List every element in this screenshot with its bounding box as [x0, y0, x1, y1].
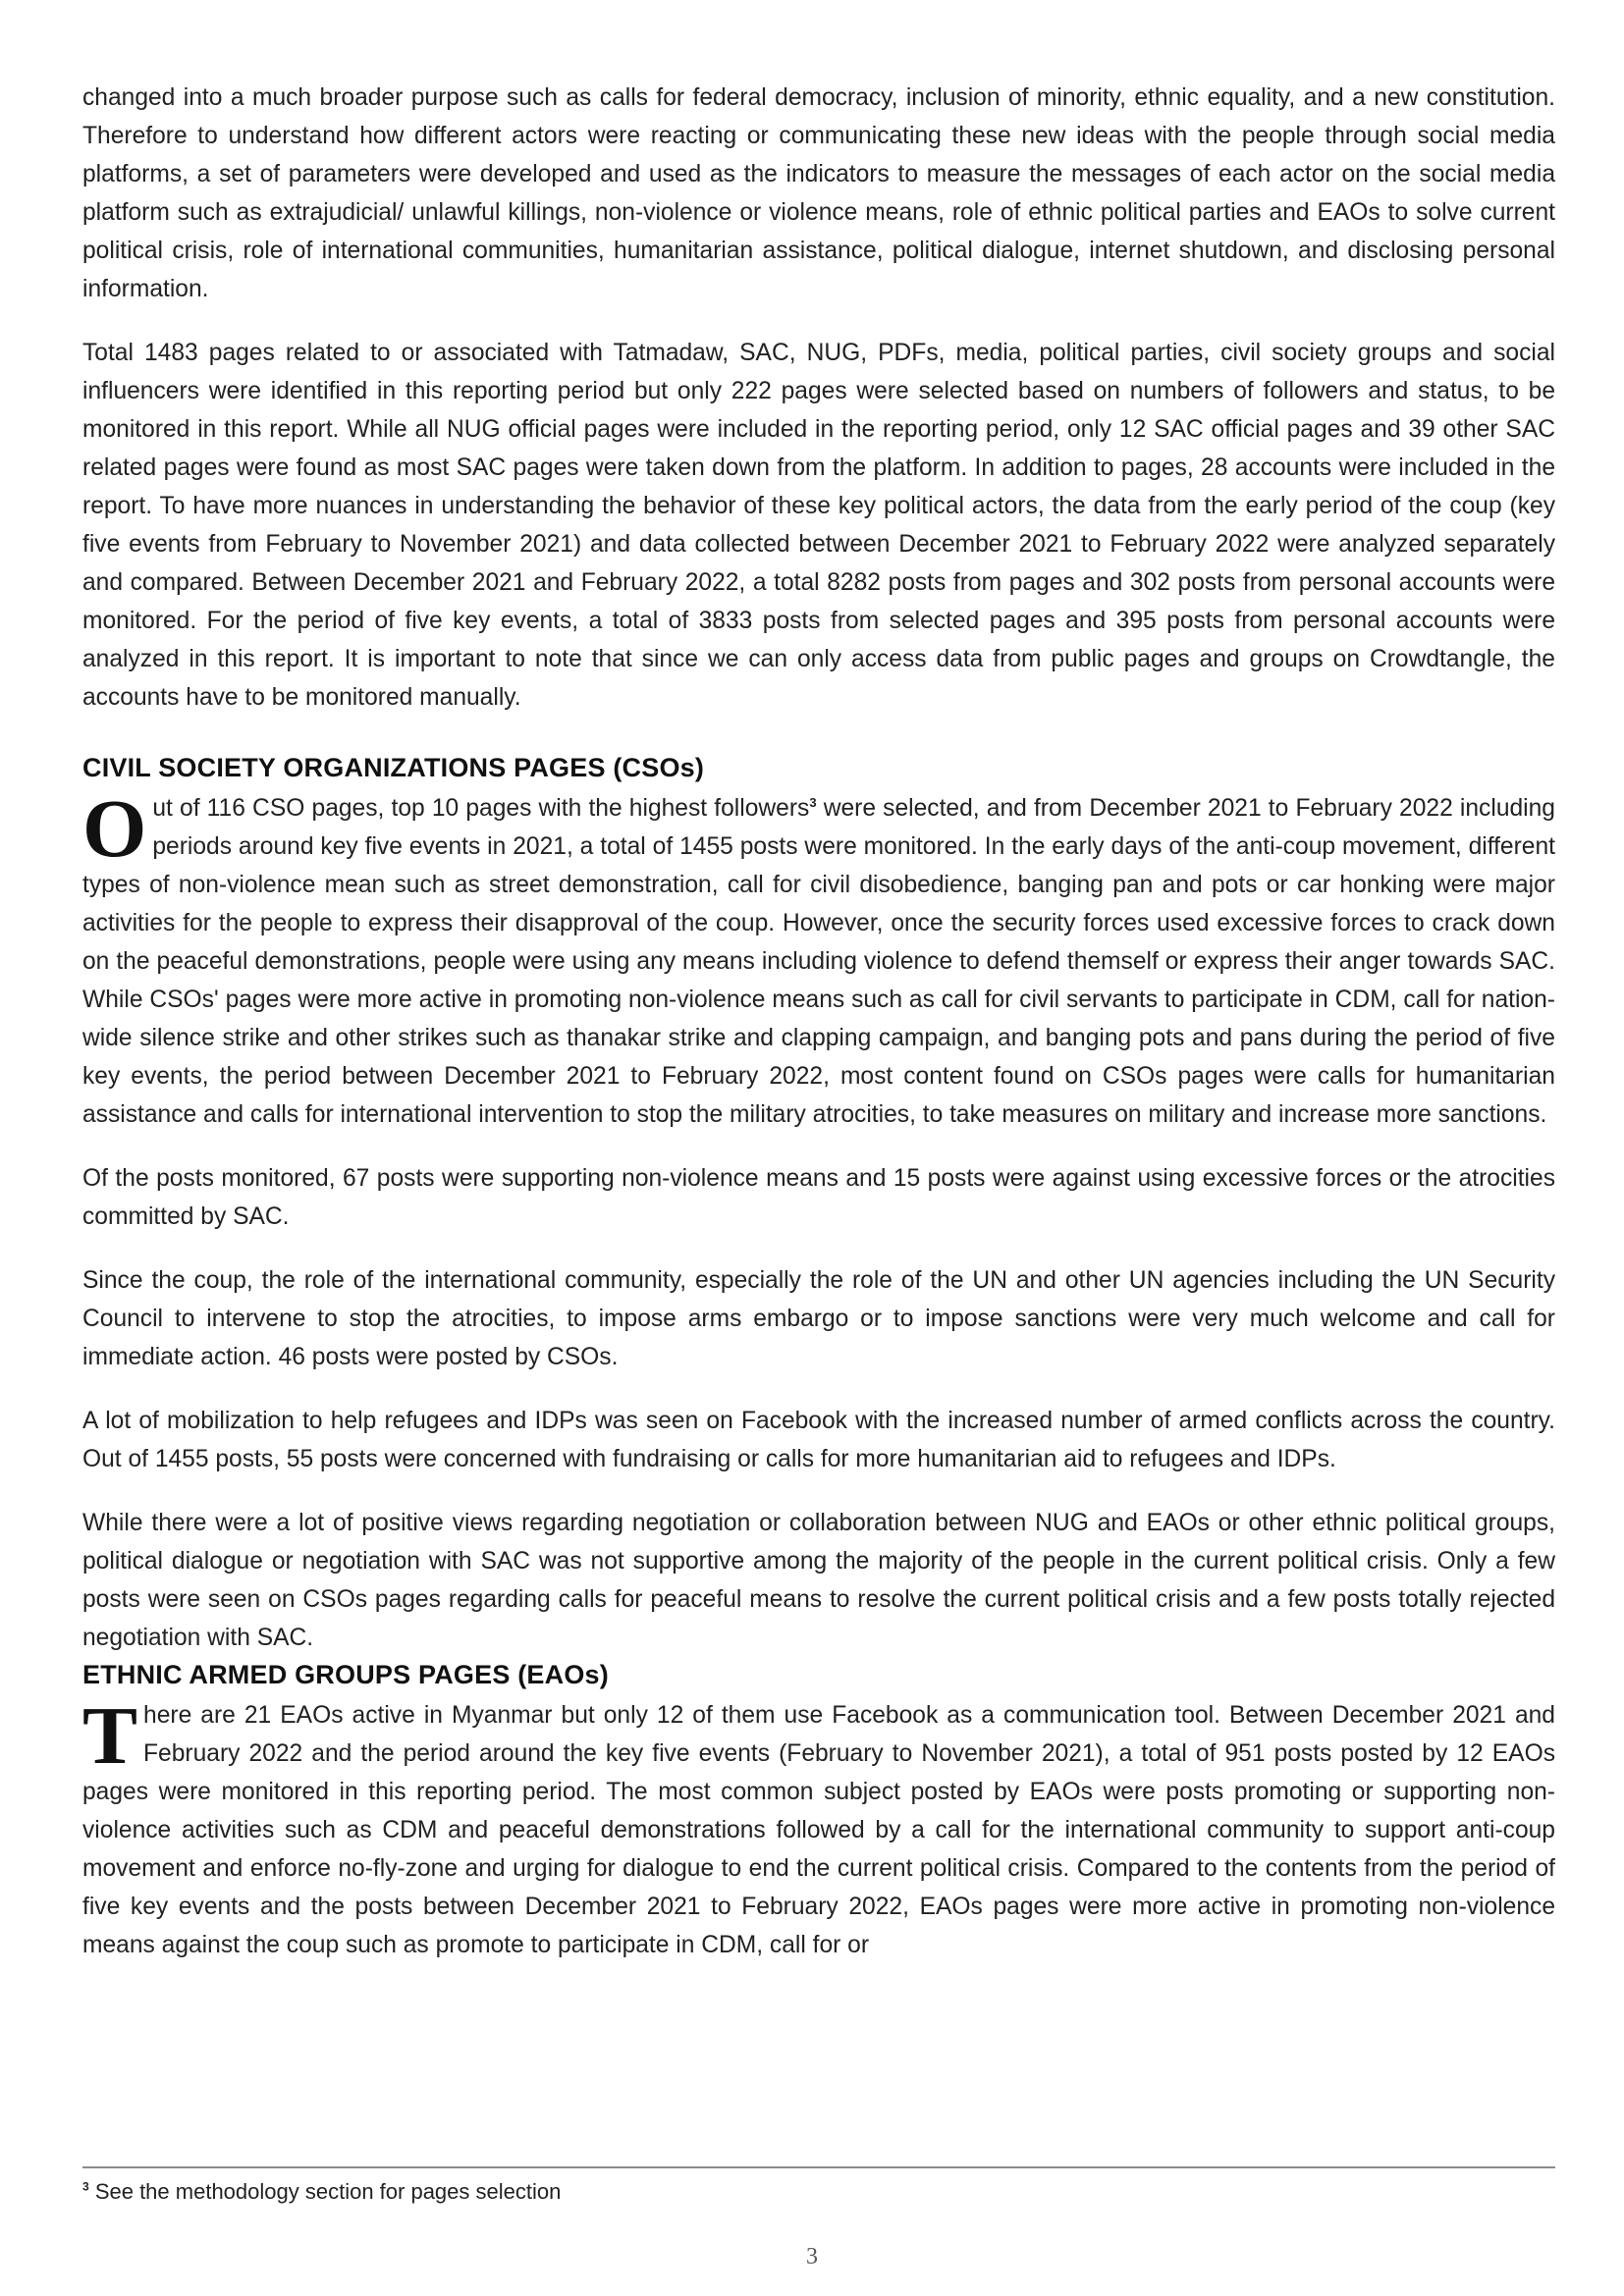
main-content: [82, 79, 1555, 1990]
cso-paragraph-5: While there were a lot of positive views regarding negotiation or collaboration between NUG and EAOs or other ethnic political groups, political dialogue or negotiation with SAC was not supportive among the majority of the people in the current political crisis. Only a few posts were seen on CSOs pages regarding calls for peaceful means to resolve the current political crisis and a few posts totally rejected negotiation with SAC.: [82, 1510, 1555, 1651]
footnote-text: See the methodology section for pages selection: [94, 2179, 562, 2204]
cso-paragraph-3: Since the coup, the role of the international community, especially the role of the UN and other UN agencies including the UN Security Council to intervene to stop the atrocities, to impose arms embargo or to impose sanctions were very much welcome and call for immediate action. 46 posts were posted by CSOs.: [82, 1267, 1555, 1370]
eao-drop-cap: T: [82, 1690, 138, 1782]
footnote: [82, 2177, 1555, 2207]
eao-section-heading: ETHNIC ARMED GROUPS PAGES (EAOs): [82, 1660, 609, 1689]
intro-paragraph-2: Total 1483 pages related to or associated with Tatmadaw, SAC, NUG, PDFs, media, political parties, civil society groups and social influencers were identified in this reporting period but only 222 pages were selected based on numbers of followers and status, to be monitored in this report. While all NUG official pages were included in the reporting period, only 12 SAC official pages and 39 other SAC related pages were found as most SAC pages were taken down from the platform. In addition to pages, 28 accounts were included in the report. To have more nuances in understanding the behavior of these key political actors, the data from the early period of the coup (key five events from February to November 2021) and data collected between December 2021 to February 2022 were analyzed separately and compared. Between December 2021 and February 2022, a total 8282 posts from pages and 302 posts from personal accounts were monitored. For the period of five key events, a total of 3833 posts from selected pages and 395 posts from personal accounts were analyzed in this report. It is important to note that since we can only access data from public pages and groups on Crowdtangle, the accounts have to be monitored manually.: [82, 340, 1555, 711]
cso-section-heading: CIVIL SOCIETY ORGANIZATIONS PAGES (CSOs): [82, 753, 705, 782]
cso-paragraph-2: Of the posts monitored, 67 posts were supporting non-violence means and 15 posts were against using excessive forces or the atrocities committed by SAC.: [82, 1165, 1555, 1230]
footnote-divider: [82, 2166, 1555, 2168]
eao-first-paragraph: [82, 1690, 1555, 1964]
footnote-marker: 3: [82, 2179, 89, 2194]
cso-first-paragraph: [82, 783, 1555, 1134]
cso-drop-cap: O: [82, 783, 147, 875]
intro-paragraph-1: changed into a much broader purpose such as calls for federal democracy, inclusion of minority, ethnic equality, and a new constitution. Therefore to understand how different actors were reacting or communicating these new ideas with the people through social media platforms, a set of parameters were developed and used as the indicators to measure the messages of each actor on the social media platform such as extrajudicial/ unlawful killings, non-violence or violence means, role of ethnic political parties and EAOs to solve current political crisis, role of international communities, humanitarian assistance, political dialogue, internet shutdown, and disclosing personal information.: [82, 84, 1555, 302]
cso-first-text: ut of 116 CSO pages, top 10 pages with the highest followers: [152, 795, 810, 822]
cso-first-text-continued: were selected, and from December 2021 to February 2022 including periods around key five events in 2021, a total of 1455 posts were monitored. In the early days of the anti-coup movement, different types of non-violence mean such as street demonstration, call for civil disobedience, banging pan and pots or car honking were major activities for the people to express their disapproval of the coup. However, once the security forces used excessive forces to crack down on the peaceful demonstrations, people were using any means including violence to defend themself or express their anger towards SAC. While CSOs' pages were more active in promoting non-violence means such as call for civil servants to participate in CDM, call for nation-wide silence strike and other strikes such as thanakar strike and clapping campaign, and banging pots and pans during the period of five key events, the period between December 2021 to February 2022, most content found on CSOs pages were calls for humanitarian assistance and calls for international intervention to stop the military atrocities, to take measures on military and increase more sanctions.: [82, 795, 1555, 1128]
eao-first-text: here are 21 EAOs active in Myanmar but only 12 of them use Facebook as a communication tool. Between December 2021 and February 2022 and the period around the key five events (February to November 2021), a total of 951 posts posted by 12 EAOs pages were monitored in this reporting period. The most common subject posted by EAOs were posts promoting or supporting non-violence activities such as CDM and peaceful demonstrations followed by a call for the international community to support anti-coup movement and enforce no-fly-zone and urging for dialogue to end the current political crisis. Compared to the contents from the period of five key events and the posts between December 2021 to February 2022, EAOs pages were more active in promoting non-violence means against the coup such as promote to participate in CDM, call for or: [82, 1702, 1555, 1958]
footnote-reference[interactable]: 3: [809, 794, 817, 810]
page-number: 3: [806, 2244, 818, 2269]
cso-paragraph-4: A lot of mobilization to help refugees and IDPs was seen on Facebook with the increased number of armed conflicts across the country. Out of 1455 posts, 55 posts were concerned with fundraising or calls for more humanitarian aid to refugees and IDPs.: [82, 1408, 1555, 1472]
